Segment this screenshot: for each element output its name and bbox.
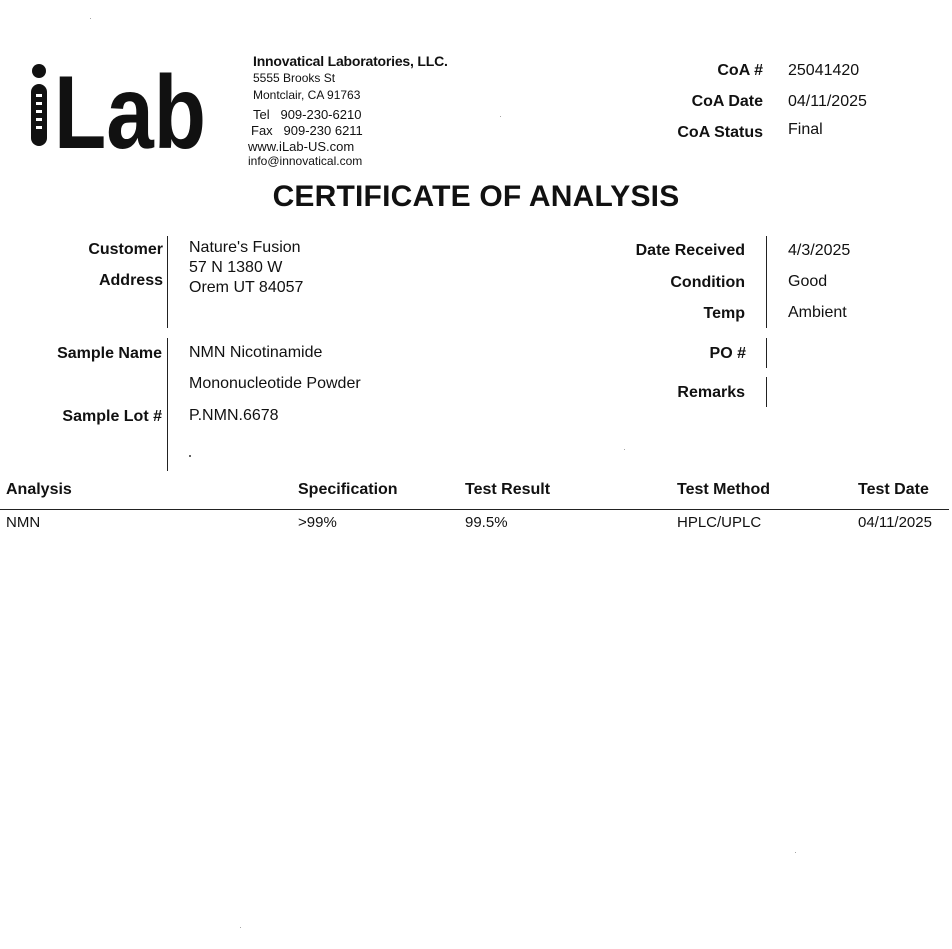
col-header-test-result: Test Result xyxy=(465,481,551,498)
cell-test-result: 99.5% xyxy=(465,514,508,531)
tel-label: Tel xyxy=(253,107,270,122)
condition-label: Condition xyxy=(670,274,745,291)
ilab-logo xyxy=(28,55,208,171)
company-city: Montclair, CA 91763 xyxy=(253,88,361,102)
sample-divider xyxy=(167,338,168,471)
address-line1: 57 N 1380 W xyxy=(189,259,283,276)
coa-number-label: CoA # xyxy=(717,62,763,79)
document-title: CERTIFICATE OF ANALYSIS xyxy=(272,180,680,213)
tel-number: 909-230-6210 xyxy=(280,107,362,122)
fax-number: 909-230 6211 xyxy=(283,123,363,138)
scan-speck xyxy=(500,116,501,117)
date-received-label: Date Received xyxy=(635,242,745,259)
col-header-analysis: Analysis xyxy=(6,481,72,498)
company-street: 5555 Brooks St xyxy=(253,71,336,85)
po-divider xyxy=(766,338,767,368)
company-website: www.iLab-US.com xyxy=(248,139,355,154)
sample-name-line2: Mononucleotide Powder xyxy=(189,375,361,392)
po-label: PO # xyxy=(709,345,746,362)
sample-name-line1: NMN Nicotinamide xyxy=(189,344,323,361)
remarks-divider xyxy=(766,377,767,407)
sample-lot: P.NMN.6678 xyxy=(189,407,279,424)
company-fax-row xyxy=(251,123,363,138)
speck xyxy=(189,455,191,457)
date-received: 4/3/2025 xyxy=(788,242,851,259)
col-header-specification: Specification xyxy=(298,481,398,498)
company-name: Innovatical Laboratories, LLC. xyxy=(253,53,448,69)
cell-analysis: NMN xyxy=(6,514,41,531)
col-header-test-method: Test Method xyxy=(677,481,771,498)
col-header-test-date: Test Date xyxy=(858,481,929,498)
customer-label: Customer xyxy=(88,241,163,258)
address-line2: Orem UT 84057 xyxy=(189,279,304,296)
svg-text:Lab: Lab xyxy=(54,55,206,171)
fax-label: Fax xyxy=(251,123,273,138)
cell-test-method: HPLC/UPLC xyxy=(677,514,762,531)
cell-test-date: 04/11/2025 xyxy=(858,514,932,531)
company-email: info@innovatical.com xyxy=(248,154,363,168)
scan-speck xyxy=(624,449,625,450)
sample-lot-label: Sample Lot # xyxy=(62,408,162,425)
coa-status: Final xyxy=(788,121,823,138)
sample-name-label: Sample Name xyxy=(57,345,162,362)
scan-speck xyxy=(90,18,91,19)
condition-value: Good xyxy=(788,273,828,290)
customer-divider xyxy=(167,236,168,328)
scan-speck xyxy=(240,927,241,928)
receipt-divider xyxy=(766,236,767,328)
address-label: Address xyxy=(98,272,163,289)
table-header-rule xyxy=(0,509,949,510)
scan-speck xyxy=(795,852,796,853)
company-tel-row xyxy=(253,107,361,122)
cell-specification: >99% xyxy=(298,514,337,531)
coa-number: 25041420 xyxy=(788,62,860,79)
coa-date-label: CoA Date xyxy=(691,93,763,110)
temp-value: Ambient xyxy=(788,304,847,321)
customer-name: Nature's Fusion xyxy=(189,239,301,256)
coa-date: 04/11/2025 xyxy=(788,93,867,110)
coa-status-label: CoA Status xyxy=(677,124,763,141)
ilab-logo-graphic xyxy=(28,55,208,171)
remarks-label: Remarks xyxy=(677,384,745,401)
temp-label: Temp xyxy=(703,305,745,322)
